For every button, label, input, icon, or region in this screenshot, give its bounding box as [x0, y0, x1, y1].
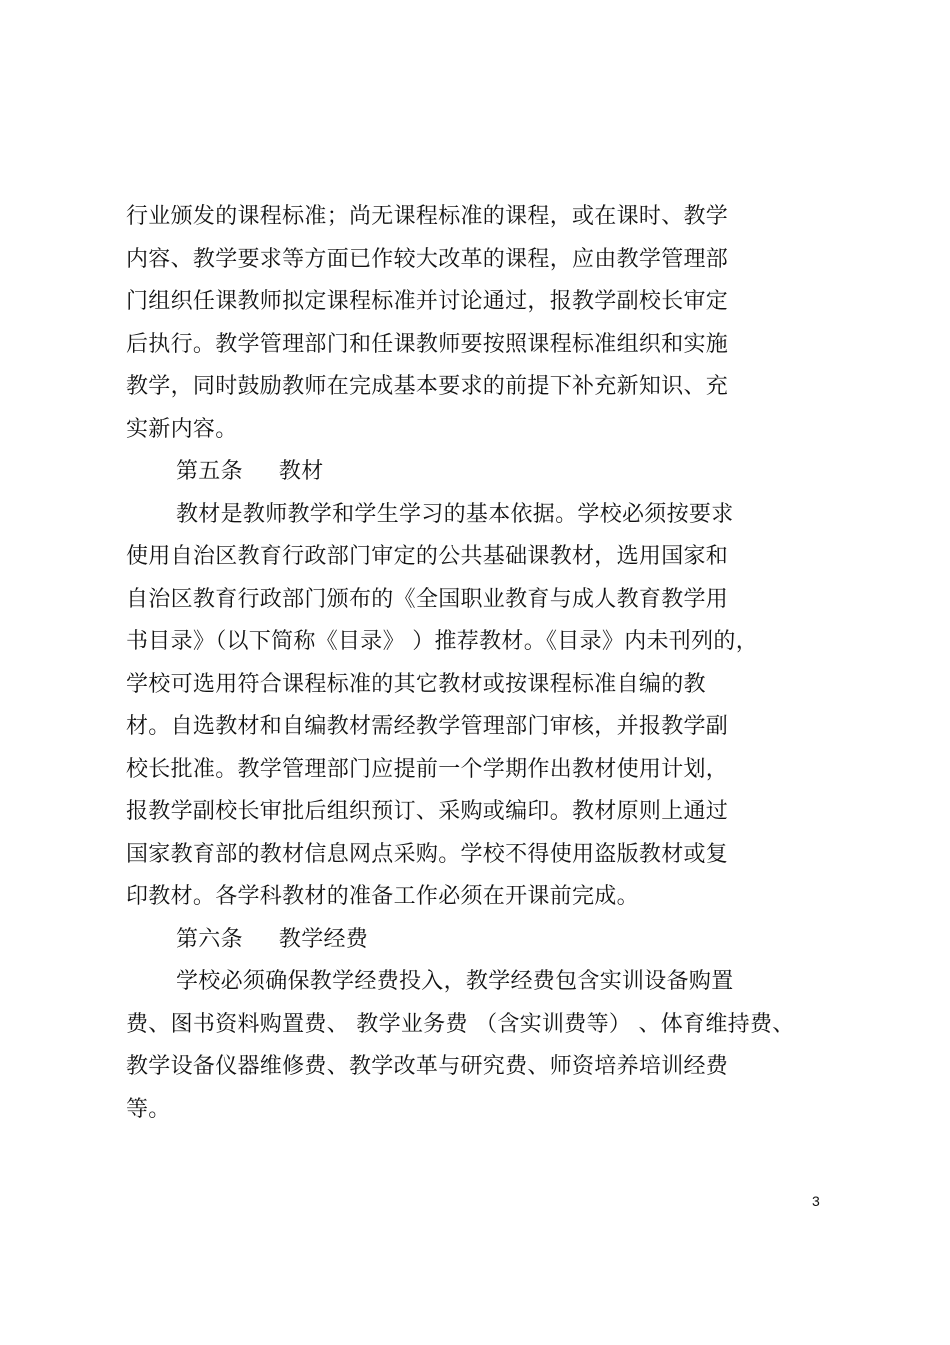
article-heading-6 [126, 919, 826, 962]
paragraph-line: 书目录》（以下简称《目录》 ）推荐教材。《目录》内未刊列的， [126, 629, 758, 654]
paragraph-line: 教学设备仪器维修费、教学改革与研究费、师资培养培训经费 [126, 1054, 729, 1079]
paragraph-line: 国家教育部的教材信息网点采购。学校不得使用盗版教材或复 [126, 841, 729, 867]
paragraph-line: 材。自选教材和自编教材需经教学管理部门审核，并报教学副 [126, 714, 729, 739]
paragraph-line: 学校必须确保教学经费投入，教学经费包含实训设备购置 [176, 969, 734, 994]
paragraph-line: 校长批准。教学管理部门应提前一个学期作出教材使用计划， [126, 756, 729, 782]
body-text [126, 196, 826, 1131]
article-number: 第五条 [176, 459, 243, 484]
paragraph-line: 费、图书资料购置费、 教学业务费 （含实训费等） 、体育维持费、 [126, 1011, 795, 1037]
paragraph-line: 教材是教师教学和学生学习的基本依据。学校必须按要求 [176, 501, 734, 527]
paragraph-line: 学校可选用符合课程标准的其它教材或按课程标准自编的教 [126, 671, 706, 697]
article-number: 第六条 [176, 926, 243, 952]
paragraph-line: 内容、教学要求等方面已作较大改革的课程，应由教学管理部 [126, 246, 729, 272]
paragraph-line: 实新内容。 [126, 416, 238, 442]
page-number: 3 [812, 1193, 820, 1209]
paragraph-line: 印教材。各学科教材的准备工作必须在开课前完成。 [126, 884, 639, 909]
article-heading-5 [126, 451, 826, 494]
article-title: 教学经费 [278, 926, 369, 952]
paragraph-line: 等。 [126, 1096, 171, 1122]
paragraph-line: 行业颁发的课程标准；尚无课程标准的课程，或在课时、教学 [126, 204, 729, 229]
paragraph-line: 教学，同时鼓励教师在完成基本要求的前提下补充新知识、充 [126, 374, 729, 399]
paragraph-line: 自治区教育行政部门颁布的《全国职业教育与成人教育教学用 [126, 586, 729, 612]
paragraph-line: 报教学副校长审批后组织预订、采购或编印。教材原则上通过 [126, 799, 729, 824]
paragraph-line: 后执行。教学管理部门和任课教师要按照课程标准组织和实施 [126, 331, 729, 357]
article-title: 教材 [278, 459, 324, 484]
paragraph-line: 使用自治区教育行政部门审定的公共基础课教材，选用国家和 [126, 544, 729, 569]
paragraph-line: 门组织任课教师拟定课程标准并讨论通过，报教学副校长审定 [126, 289, 729, 314]
